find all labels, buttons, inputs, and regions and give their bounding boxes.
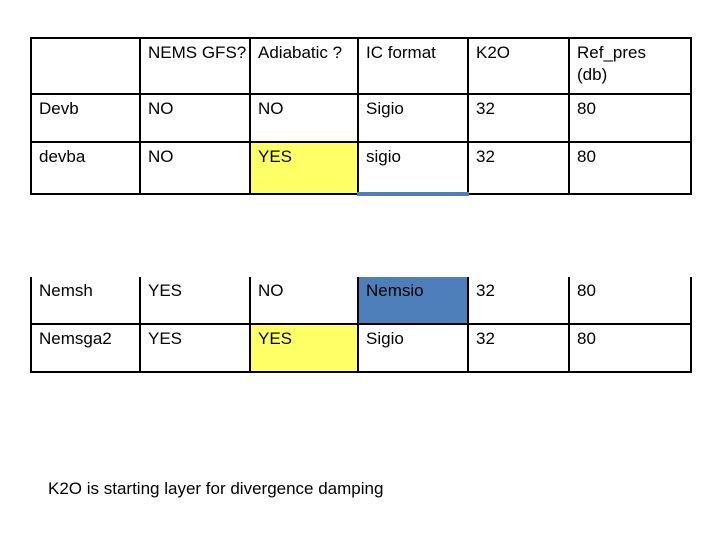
config-table-bottom xyxy=(30,277,692,373)
header-cell-empty xyxy=(31,38,140,94)
table-row xyxy=(31,277,691,324)
table-cell-highlight-blue: Nemsio xyxy=(358,277,468,324)
table-row xyxy=(31,324,691,372)
table-cell: Sigio xyxy=(358,324,468,372)
table-row xyxy=(31,94,691,142)
table-cell: NO xyxy=(140,142,250,194)
table-cell: Nemsh xyxy=(31,277,140,324)
table-cell: 32 xyxy=(468,94,569,142)
table-cell: YES xyxy=(140,277,250,324)
table-cell: 80 xyxy=(569,94,691,142)
table-cell: NO xyxy=(250,277,358,324)
header-cell-k2o: K2O xyxy=(468,38,569,94)
table-row xyxy=(31,142,691,194)
table-cell-highlight-yellow: YES xyxy=(250,142,358,194)
table-cell: Sigio xyxy=(358,94,468,142)
table-cell: 80 xyxy=(569,277,691,324)
table-cell: Devb xyxy=(31,94,140,142)
table-cell: Nemsga2 xyxy=(31,324,140,372)
table-cell-highlight-yellow: YES xyxy=(250,324,358,372)
table-cell: devba xyxy=(31,142,140,194)
table-cell: YES xyxy=(140,324,250,372)
table-cell: 32 xyxy=(468,324,569,372)
table-cell: 80 xyxy=(569,142,691,194)
table-cell: 32 xyxy=(468,277,569,324)
header-cell-adiabatic: Adiabatic ? xyxy=(250,38,358,94)
table-cell: NO xyxy=(140,94,250,142)
footnote: K2O is starting layer for divergence damping xyxy=(48,479,384,498)
header-cell-ic-format: IC format xyxy=(358,38,468,94)
table-cell: 80 xyxy=(569,324,691,372)
table-cell: 32 xyxy=(468,142,569,194)
config-table-top xyxy=(30,37,692,196)
table-cell: sigio xyxy=(358,142,468,194)
table-cell: NO xyxy=(250,94,358,142)
header-cell-ref-pres: Ref_pres (db) xyxy=(569,38,691,94)
table-header-row xyxy=(31,38,691,94)
header-cell-nems-gfs: NEMS GFS? xyxy=(140,38,250,94)
